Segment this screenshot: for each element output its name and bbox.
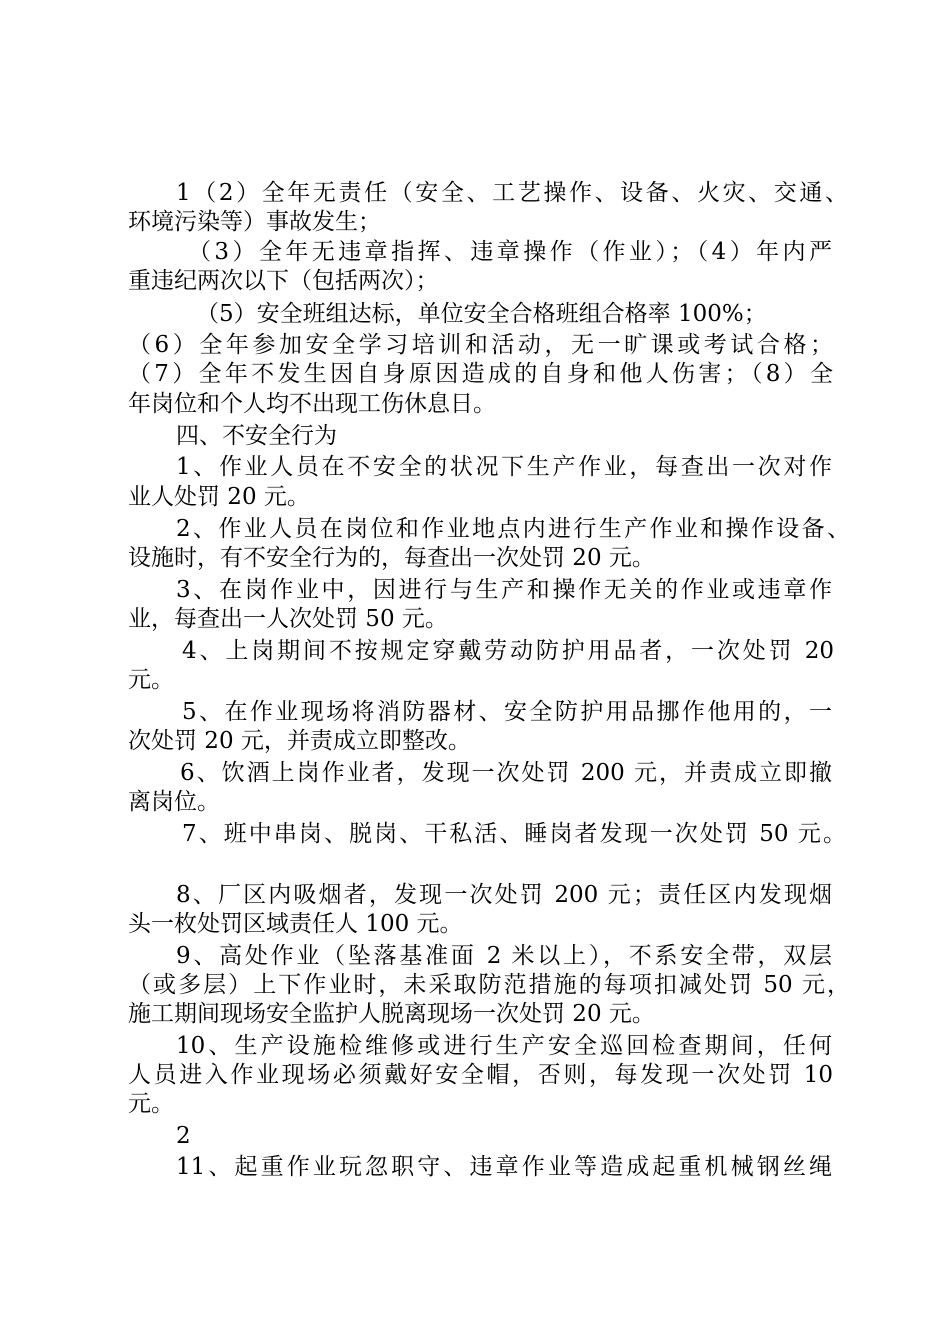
text-line-25: 9、高处作业（坠落基准面 2 米以上），不系安全带，双层: [176, 943, 832, 969]
text-line-8: 年岗位和个人均不出现工伤休息日。: [128, 391, 496, 417]
text-line-23: 8、厂区内吸烟者，发现一次处罚 200 元；责任区内发现烟: [176, 882, 832, 908]
text-line-19: 次处罚 20 元，并责成立即整改。: [128, 728, 471, 754]
text-line-27: 施工期间现场安全监护人脱离现场一次处罚 20 元。: [128, 1001, 655, 1027]
text-line-26: （或多层）上下作业时，未采取防范措施的每项扣减处罚 50 元，: [128, 972, 850, 998]
text-line-13: 设施时，有不安全行为的，每查出一次处罚 20 元。: [128, 545, 655, 571]
text-line-2: 环境污染等）事故发生；: [128, 209, 381, 235]
text-line-1: 1（2）全年无责任（安全、工艺操作、设备、火灾、交通、: [176, 180, 848, 206]
text-line-24: 头一枚处罚区域责任人 100 元。: [128, 911, 463, 937]
text-line-16: 4、上岗期间不按规定穿戴劳动防护用品者，一次处罚 20: [182, 638, 834, 664]
text-line-20: 6、饮酒上岗作业者，发现一次处罚 200 元，并责成立即撤: [180, 760, 832, 786]
text-line-21: 离岗位。: [128, 789, 220, 815]
text-line-15: 业，每查出一人次处罚 50 元。: [128, 606, 448, 632]
text-line-11: 业人处罚 20 元。: [128, 484, 310, 510]
text-line-5: （5）安全班组达标，单位安全合格班组合格率 100%；: [196, 301, 767, 327]
text-line-9: 四、不安全行为: [176, 423, 337, 449]
text-line-18: 5、在作业现场将消防器材、安全防护用品挪作他用的，一: [182, 699, 832, 725]
text-line-3: （3）全年无违章指挥、违章操作（作业）；（4）年内严: [188, 239, 832, 265]
text-line-12: 2、作业人员在岗位和作业地点内进行生产作业和操作设备、: [176, 516, 850, 542]
text-line-10: 1、作业人员在不安全的状况下生产作业，每查出一次对作: [176, 454, 832, 480]
text-line-28: 10、生产设施检维修或进行生产安全巡回检查期间，任何: [176, 1033, 832, 1059]
text-line-29: 人员进入作业现场必须戴好安全帽，否则，每发现一次处罚 10: [128, 1062, 833, 1088]
text-line-30: 元。: [128, 1091, 174, 1117]
page-number: 2: [176, 1123, 191, 1149]
text-line-32: 11、起重作业玩忽职守、违章作业等造成起重机械钢丝绳: [176, 1154, 832, 1180]
text-line-7: （7）全年不发生因自身原因造成的自身和他人伤害；（8）全: [128, 361, 833, 387]
text-line-17: 元。: [128, 667, 174, 693]
text-line-6: （6）全年参加安全学习培训和活动，无一旷课或考试合格；: [128, 332, 833, 358]
text-line-4: 重违纪两次以下（包括两次）；: [128, 268, 439, 294]
text-line-22: 7、班中串岗、脱岗、干私活、睡岗者发现一次处罚 50 元。: [182, 821, 846, 847]
text-line-14: 3、在岗作业中，因进行与生产和操作无关的作业或违章作: [176, 577, 832, 603]
